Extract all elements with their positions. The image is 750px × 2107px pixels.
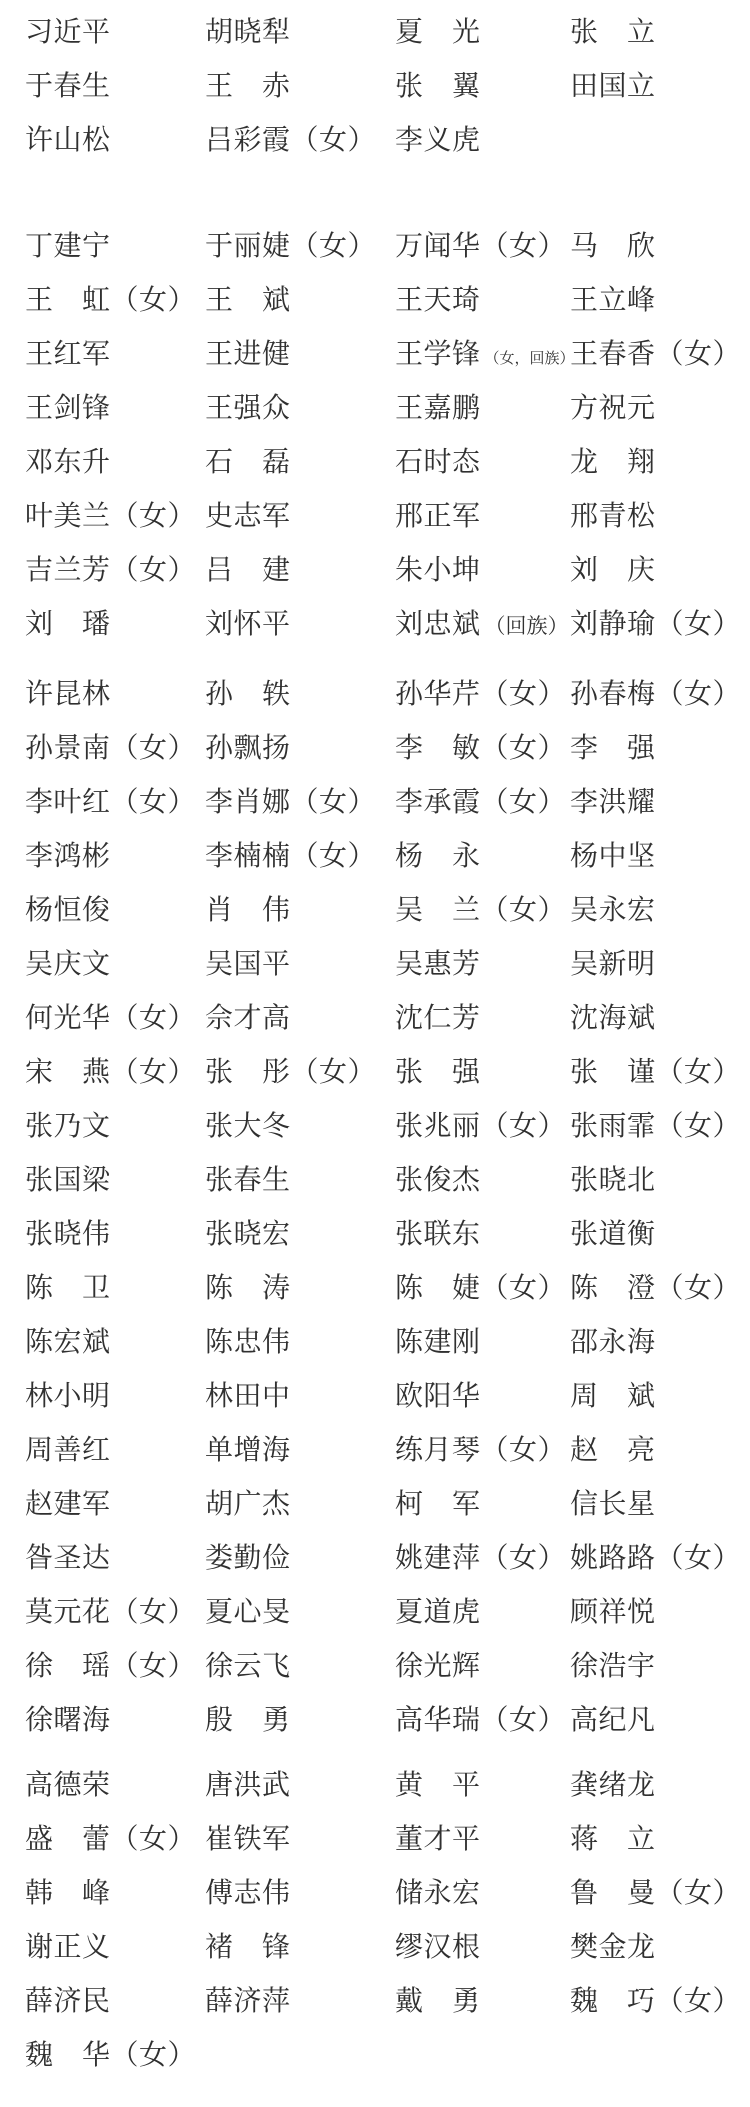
- name-cell: 宋 燕（女）: [25, 1057, 197, 1088]
- name-group-2: [25, 220, 750, 652]
- name-cell: 傅志伟: [205, 1878, 291, 1909]
- name-cell: 褚 锋: [205, 1932, 291, 1963]
- name-cell: 邵永海: [570, 1327, 656, 1358]
- name-cell: 孙飘扬: [205, 733, 291, 764]
- name-cell: 张俊杰: [395, 1165, 481, 1196]
- name-cell: 方祝元: [570, 393, 656, 424]
- name-cell: 杨中坚: [570, 841, 656, 872]
- name-cell: 李鸿彬: [25, 841, 111, 872]
- name-cell: 信长星: [570, 1489, 656, 1520]
- name-row: [25, 1262, 750, 1316]
- name-cell: 张国梁: [25, 1165, 111, 1196]
- name-cell: 吴国平: [205, 949, 291, 980]
- name-cell: 沈仁芳: [395, 1003, 481, 1034]
- name-cell: 徐云飞: [205, 1651, 291, 1682]
- name-cell: 张 强: [395, 1057, 481, 1088]
- name-cell: 韩 峰: [25, 1878, 111, 1909]
- name-cell: 鲁 曼（女）: [570, 1878, 742, 1909]
- name-cell: 许昆林: [25, 679, 111, 710]
- name-cell: 张 翼: [395, 71, 481, 102]
- name-cell: 顾祥悦: [570, 1597, 656, 1628]
- name-cell: 李承霞（女）: [395, 787, 567, 818]
- name-cell: 刘忠斌 （回族）: [395, 609, 569, 640]
- name-cell: 张道衡: [570, 1219, 656, 1250]
- name-cell: 王天琦: [395, 285, 481, 316]
- name-cell: 练月琴（女）: [395, 1435, 567, 1466]
- name-row: [25, 220, 750, 274]
- name-cell: 王强众: [205, 393, 291, 424]
- name-cell: 柯 军: [395, 1489, 481, 1520]
- name-cell: 张春生: [205, 1165, 291, 1196]
- name-row: [25, 992, 750, 1046]
- name-cell: 高纪凡: [570, 1705, 656, 1736]
- name-row: [25, 884, 750, 938]
- name-cell: 刘静瑜（女）: [570, 609, 742, 640]
- name-cell: 徐曙海: [25, 1705, 111, 1736]
- name-cell: 王剑锋: [25, 393, 111, 424]
- name-cell: 于丽婕（女）: [205, 231, 377, 262]
- name-cell: 张晓宏: [205, 1219, 291, 1250]
- name-cell: 夏心旻: [205, 1597, 291, 1628]
- name-cell: 吴惠芳: [395, 949, 481, 980]
- name-cell: 李楠楠（女）: [205, 841, 377, 872]
- name-cell: 陈 卫: [25, 1273, 111, 1304]
- gender-ethnicity-annotation: （回族）: [484, 614, 569, 638]
- name-cell: 朱小坤: [395, 555, 481, 586]
- name-cell: 昝圣达: [25, 1543, 111, 1574]
- name-row: [25, 1586, 750, 1640]
- name-cell: 孙 轶: [205, 679, 291, 710]
- name-row: [25, 668, 750, 722]
- name-cell: 陈 婕（女）: [395, 1273, 567, 1304]
- name-cell: 周 斌: [570, 1381, 656, 1412]
- name-group-4: [25, 1759, 750, 2083]
- name-row: [25, 1921, 750, 1975]
- name-cell: 龙 翔: [570, 447, 656, 478]
- name-row: [25, 544, 750, 598]
- name-cell: 王红军: [25, 339, 111, 370]
- name-cell: 张晓北: [570, 1165, 656, 1196]
- name-row: [25, 60, 750, 114]
- name-row: [25, 598, 750, 652]
- name-cell: 徐 瑶（女）: [25, 1651, 197, 1682]
- name-cell: 姚建萍（女）: [395, 1543, 567, 1574]
- name-cell: 吕彩霞（女）: [205, 125, 377, 156]
- name-row: [25, 1759, 750, 1813]
- name-cell: 盛 蕾（女）: [25, 1824, 197, 1855]
- name-cell: 李 敏（女）: [395, 733, 567, 764]
- name-cell: 叶美兰（女）: [25, 501, 197, 532]
- name-cell: 莫元花（女）: [25, 1597, 197, 1628]
- name-row: [25, 776, 750, 830]
- name-row: [25, 1640, 750, 1694]
- name-cell: 娄勤俭: [205, 1543, 291, 1574]
- name-row: [25, 1424, 750, 1478]
- name-cell: 樊金龙: [570, 1932, 656, 1963]
- name-cell: 张乃文: [25, 1111, 111, 1142]
- name-cell: 佘才高: [205, 1003, 291, 1034]
- name-cell: 李叶红（女）: [25, 787, 197, 818]
- name-cell: 魏 巧（女）: [570, 1986, 742, 2017]
- name-cell: 王立峰: [570, 285, 656, 316]
- name-cell: 刘 璠: [25, 609, 111, 640]
- name-cell: 陈宏斌: [25, 1327, 111, 1358]
- name-row: [25, 1532, 750, 1586]
- name-cell: 徐光辉: [395, 1651, 481, 1682]
- name-cell: 张兆丽（女）: [395, 1111, 567, 1142]
- name-row: [25, 436, 750, 490]
- name-cell: 孙华芹（女）: [395, 679, 567, 710]
- name-cell: 林小明: [25, 1381, 111, 1412]
- name-cell: 陈忠伟: [205, 1327, 291, 1358]
- name-cell: 薛济民: [25, 1986, 111, 2017]
- name-cell: 姚路路（女）: [570, 1543, 742, 1574]
- name-cell: 李义虎: [395, 125, 481, 156]
- name-cell: 邢青松: [570, 501, 656, 532]
- name-cell: 谢正义: [25, 1932, 111, 1963]
- name-cell: 陈 澄（女）: [570, 1273, 742, 1304]
- name-cell: 殷 勇: [205, 1705, 291, 1736]
- name-cell: 龚绪龙: [570, 1770, 656, 1801]
- name-cell: 薛济萍: [205, 1986, 291, 2017]
- name-cell: 石 磊: [205, 447, 291, 478]
- name-cell: 储永宏: [395, 1878, 481, 1909]
- name-cell: 王学锋 （女，回族）: [395, 339, 575, 370]
- name-cell: 陈建刚: [395, 1327, 481, 1358]
- name-cell: 田国立: [570, 71, 656, 102]
- name-row: [25, 274, 750, 328]
- name-cell: 史志军: [205, 501, 291, 532]
- name-cell: 董才平: [395, 1824, 481, 1855]
- name-group-1: [25, 6, 750, 168]
- name-row: [25, 1694, 750, 1748]
- name-cell: 王嘉鹏: [395, 393, 481, 424]
- name-cell: 吉兰芳（女）: [25, 555, 197, 586]
- name-row: [25, 1478, 750, 1532]
- name-row: [25, 1154, 750, 1208]
- name-cell: 邓东升: [25, 447, 111, 478]
- name-cell: 胡晓犁: [205, 17, 291, 48]
- name-row: [25, 382, 750, 436]
- name-cell: 黄 平: [395, 1770, 481, 1801]
- name-cell: 李肖娜（女）: [205, 787, 377, 818]
- name-cell: 孙景南（女）: [25, 733, 197, 764]
- name-cell: 张 立: [570, 17, 656, 48]
- name-cell: 张 谨（女）: [570, 1057, 742, 1088]
- name-cell: 张大冬: [205, 1111, 291, 1142]
- name-cell: 沈海斌: [570, 1003, 656, 1034]
- name-cell: 王 赤: [205, 71, 291, 102]
- name-row: [25, 1813, 750, 1867]
- name-cell: 许山松: [25, 125, 111, 156]
- name-cell: 李 强: [570, 733, 656, 764]
- name-cell: 高华瑞（女）: [395, 1705, 567, 1736]
- name-cell: 马 欣: [570, 231, 656, 262]
- name-cell: 李洪耀: [570, 787, 656, 818]
- name-cell: 吕 建: [205, 555, 291, 586]
- name-cell: 何光华（女）: [25, 1003, 197, 1034]
- name-row: [25, 2029, 750, 2083]
- name-row: [25, 938, 750, 992]
- name-row: [25, 1867, 750, 1921]
- name-cell: 吴 兰（女）: [395, 895, 567, 926]
- name-row: [25, 1316, 750, 1370]
- name-cell: 赵 亮: [570, 1435, 656, 1466]
- name-cell: 赵建军: [25, 1489, 111, 1520]
- name-cell: 习近平: [25, 17, 111, 48]
- name-cell: 吴新明: [570, 949, 656, 980]
- name-cell: 张雨霏（女）: [570, 1111, 742, 1142]
- name-cell: 魏 华（女）: [25, 2040, 197, 2071]
- name-cell: 王进健: [205, 339, 291, 370]
- name-cell: 吴永宏: [570, 895, 656, 926]
- name-cell: 林田中: [205, 1381, 291, 1412]
- gender-ethnicity-annotation: （女，回族）: [484, 351, 575, 367]
- name-cell: 蒋 立: [570, 1824, 656, 1855]
- name-cell: 唐洪武: [205, 1770, 291, 1801]
- name-cell: 肖 伟: [205, 895, 291, 926]
- name-cell: 王 斌: [205, 285, 291, 316]
- name-cell: 王春香（女）: [570, 339, 742, 370]
- name-cell: 陈 涛: [205, 1273, 291, 1304]
- name-row: [25, 1046, 750, 1100]
- name-row: [25, 6, 750, 60]
- name-cell: 于春生: [25, 71, 111, 102]
- name-row: [25, 490, 750, 544]
- name-group-3: [25, 668, 750, 1748]
- name-cell: 夏 光: [395, 17, 481, 48]
- name-list-body: [25, 6, 750, 2083]
- name-cell: 崔铁军: [205, 1824, 291, 1855]
- name-cell: 刘 庆: [570, 555, 656, 586]
- name-cell: 胡广杰: [205, 1489, 291, 1520]
- name-row: [25, 830, 750, 884]
- name-cell: 吴庆文: [25, 949, 111, 980]
- name-row: [25, 722, 750, 776]
- name-cell: 张联东: [395, 1219, 481, 1250]
- name-cell: 欧阳华: [395, 1381, 481, 1412]
- name-cell: 万闻华（女）: [395, 231, 567, 262]
- name-cell: 杨 永: [395, 841, 481, 872]
- name-cell: 单增海: [205, 1435, 291, 1466]
- name-row: [25, 1100, 750, 1154]
- name-cell: 王 虹（女）: [25, 285, 197, 316]
- name-row: [25, 114, 750, 168]
- name-row: [25, 1975, 750, 2029]
- name-cell: 丁建宁: [25, 231, 111, 262]
- name-row: [25, 1370, 750, 1424]
- name-cell: 缪汉根: [395, 1932, 481, 1963]
- name-cell: 戴 勇: [395, 1986, 481, 2017]
- name-cell: 张晓伟: [25, 1219, 111, 1250]
- name-cell: 石时态: [395, 447, 481, 478]
- name-cell: 夏道虎: [395, 1597, 481, 1628]
- name-cell: 徐浩宇: [570, 1651, 656, 1682]
- name-cell: 孙春梅（女）: [570, 679, 742, 710]
- name-cell: 杨恒俊: [25, 895, 111, 926]
- name-row: [25, 1208, 750, 1262]
- name-cell: 刘怀平: [205, 609, 291, 640]
- name-cell: 高德荣: [25, 1770, 111, 1801]
- name-row: [25, 328, 750, 382]
- name-cell: 张 彤（女）: [205, 1057, 377, 1088]
- name-cell: 周善红: [25, 1435, 111, 1466]
- name-cell: 邢正军: [395, 501, 481, 532]
